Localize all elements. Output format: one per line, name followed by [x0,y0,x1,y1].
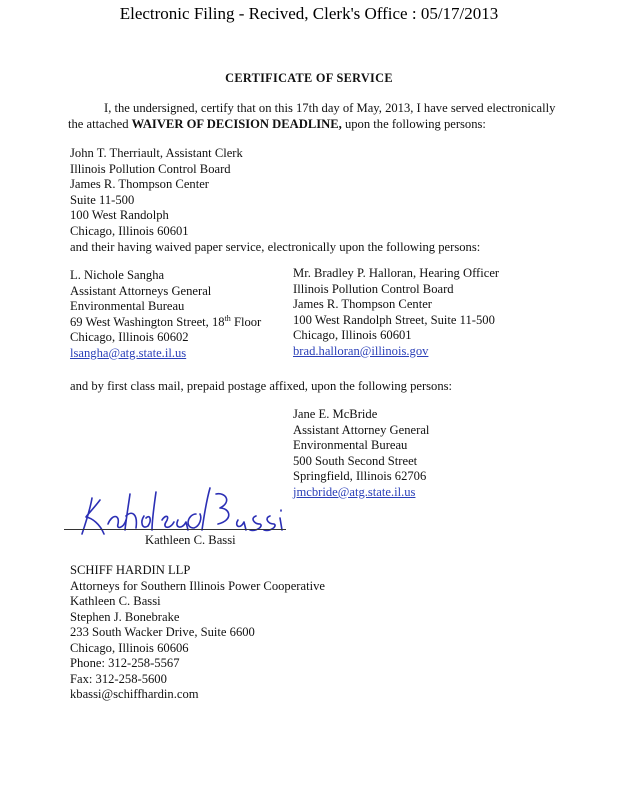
halloran-email-link[interactable]: brad.halloran@illinois.gov [293,343,429,358]
address-line: 100 West Randolph [70,208,169,222]
firm-line: Attorneys for Southern Illinois Power Cooperative [70,578,325,593]
address-line: Chicago, Illinois 60602 [70,330,189,344]
document-name: WAIVER OF DECISION DEADLINE, [131,117,342,131]
document-title: CERTIFICATE OF SERVICE [225,71,393,85]
primary-recipient-block [70,146,243,239]
firm-line: Stephen J. Bonebrake [70,609,180,624]
handwritten-signature [70,484,288,540]
firm-line: Chicago, Illinois 60606 [70,640,189,655]
address-line: Mr. Bradley P. Halloran, Hearing Officer [293,266,500,280]
waived-paper-text: and their having waived paper service, electronically upon the following persons: [70,240,481,254]
firm-block [70,563,325,703]
address-line: Chicago, Illinois 60601 [293,328,412,342]
phone: Phone: 312-258-5567 [70,656,180,670]
firm-line: Kathleen C. Bassi [70,594,161,608]
address-line: Assistant Attorneys General [70,283,212,298]
firm-name: SCHIFF HARDIN LLP [70,563,191,577]
filing-stamp: Electronic Filing - Recived, Clerk's Office : 05/17/2013 [119,4,499,23]
address-line: Illinois Pollution Control Board [293,281,454,296]
intro-line-2 [68,117,486,133]
address-line: James R. Thompson Center [70,177,209,191]
address-line: Illinois Pollution Control Board [70,161,231,176]
address-line: 100 West Randolph Street, Suite 11-500 [293,312,495,327]
address-line: Environmental Bureau [70,299,185,313]
signature-line [64,529,286,530]
left-recipient-block [70,268,261,361]
address-line: Suite 11-500 [70,192,135,207]
street-line: 69 West Washington Street, 18th Floor [70,313,262,329]
intro-line-1: I, the undersigned, certify that on this 17th day of May, 2013, I have served electronically [104,101,556,115]
intro-suffix: upon the following persons: [341,117,486,131]
mail-recipient-block [293,407,429,500]
sangha-email-link[interactable]: lsangha@atg.state.il.us [70,345,187,360]
signer-name: Kathleen C. Bassi [145,533,236,547]
address-line: Assistant Attorney General [293,422,430,437]
mail-text: and by first class mail, prepaid postage affixed, upon the following persons: [70,379,453,393]
intro-prefix: the attached [68,117,132,131]
address-line: Environmental Bureau [293,438,408,452]
address-line: 500 South Second Street [293,453,418,468]
address-line: Springfield, Illinois 62706 [293,469,427,483]
firm-email: kbassi@schiffhardin.com [70,687,199,701]
right-recipient-block [293,266,499,359]
firm-line: 233 South Wacker Drive, Suite 6600 [70,625,255,639]
address-line: Jane E. McBride [293,407,378,421]
address-line: Chicago, Illinois 60601 [70,223,189,238]
mcbride-email-link[interactable]: jmcbride@atg.state.il.us [293,484,416,499]
address-line: L. Nichole Sangha [70,268,165,282]
fax: Fax: 312-258-5600 [70,671,167,686]
address-line: John T. Therriault, Assistant Clerk [70,146,243,160]
address-line: James R. Thompson Center [293,297,432,311]
